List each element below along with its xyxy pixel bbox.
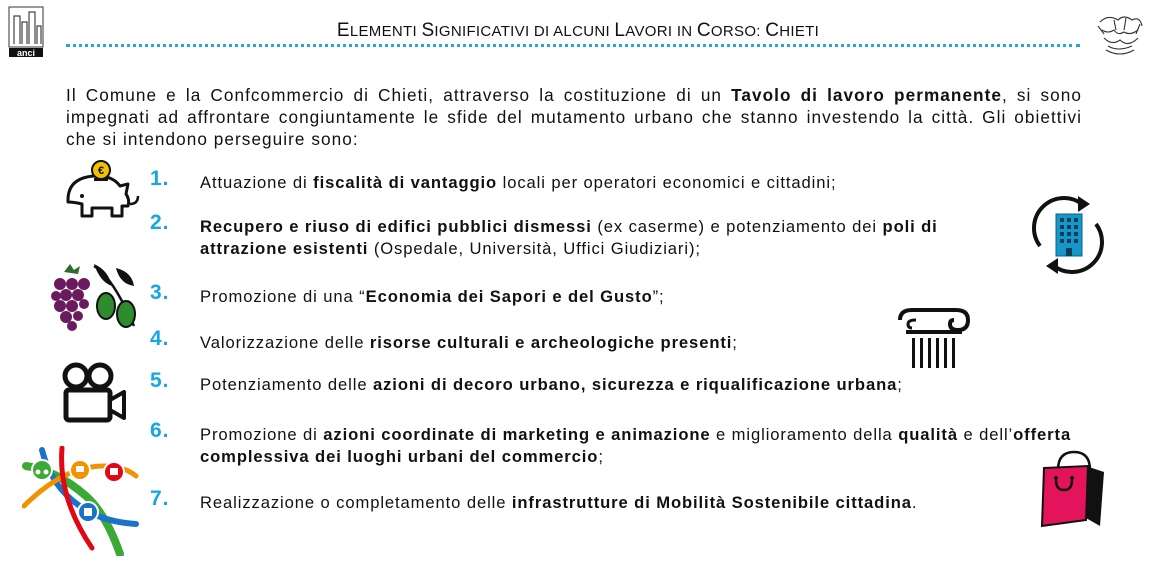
shopping-bag-icon <box>1038 448 1108 535</box>
header-dotted-rule <box>66 44 1080 47</box>
objective-text: Realizzazione o completamento delle infrastrutture di Mobilità Sostenibile cittadina. <box>200 493 918 512</box>
title-initial: E <box>336 20 350 41</box>
title-initial: C <box>765 20 780 41</box>
column-capital-icon <box>894 306 974 373</box>
intro-paragraph: Il Comune e la Confcommercio di Chieti, attraverso la costituzione di un Tavolo di lavoro permanente, si sono impegnati ad affrontare congiuntamente le sfide del mutamento urbano che stanno investendo la città. Gli obiettivi che si intendono perseguire sono: <box>66 85 1082 149</box>
objective-number: 4. <box>150 327 170 350</box>
title-initial: L <box>614 20 626 41</box>
title-rest: ORSO: <box>710 23 766 40</box>
objective-number: 3. <box>150 281 170 304</box>
objective-number: 2. <box>150 211 170 234</box>
objective-text: Potenziamento delle azioni di decoro urbano, sicurezza e riqualificazione urbana; <box>200 375 903 394</box>
title-rest: IGNIFICATIVI DI ALCUNI <box>434 23 615 40</box>
anci-logo-text: anci <box>16 48 36 58</box>
grapes-olives-icon <box>50 262 140 337</box>
video-camera-icon <box>62 362 128 429</box>
objective-text: Attuazione di fiscalità di vantaggio locali per operatori economici e cittadini; <box>200 173 837 192</box>
piggy-bank-icon <box>54 160 144 233</box>
objective-number: 1. <box>150 167 170 190</box>
objective-text: Promozione di una “Economia dei Sapori e del Gusto”; <box>200 287 665 306</box>
objective-text: Valorizzazione delle risorse culturali e archeologiche presenti; <box>200 333 738 352</box>
building-recycle-icon <box>1028 194 1108 281</box>
page-title <box>0 20 1156 42</box>
sustainable-mobility-map-icon <box>22 446 140 561</box>
title-rest: LEMENTI <box>349 23 422 40</box>
emblem-logo <box>1094 12 1146 58</box>
objective-number: 6. <box>150 419 170 442</box>
title-initial: C <box>696 20 711 41</box>
objective-text: Promozione di azioni coordinate di marketing e animazione e miglioramento della qualità e dell’offerta complessiva dei luoghi urbani del commercio; <box>200 425 1072 466</box>
euro-coin-symbol: € <box>97 165 105 177</box>
objective-number: 7. <box>150 487 170 510</box>
objective-number: 5. <box>150 369 170 392</box>
title-initial: S <box>421 20 435 41</box>
objective-text: Recupero e riuso di edifici pubblici dismessi (ex caserme) e potenziamento dei poli di attrazione esistenti (Ospedale, Università, Uffici Giudiziari); <box>200 217 938 258</box>
title-rest: AVORI IN <box>625 23 697 40</box>
title-rest: HIETI <box>779 23 820 40</box>
